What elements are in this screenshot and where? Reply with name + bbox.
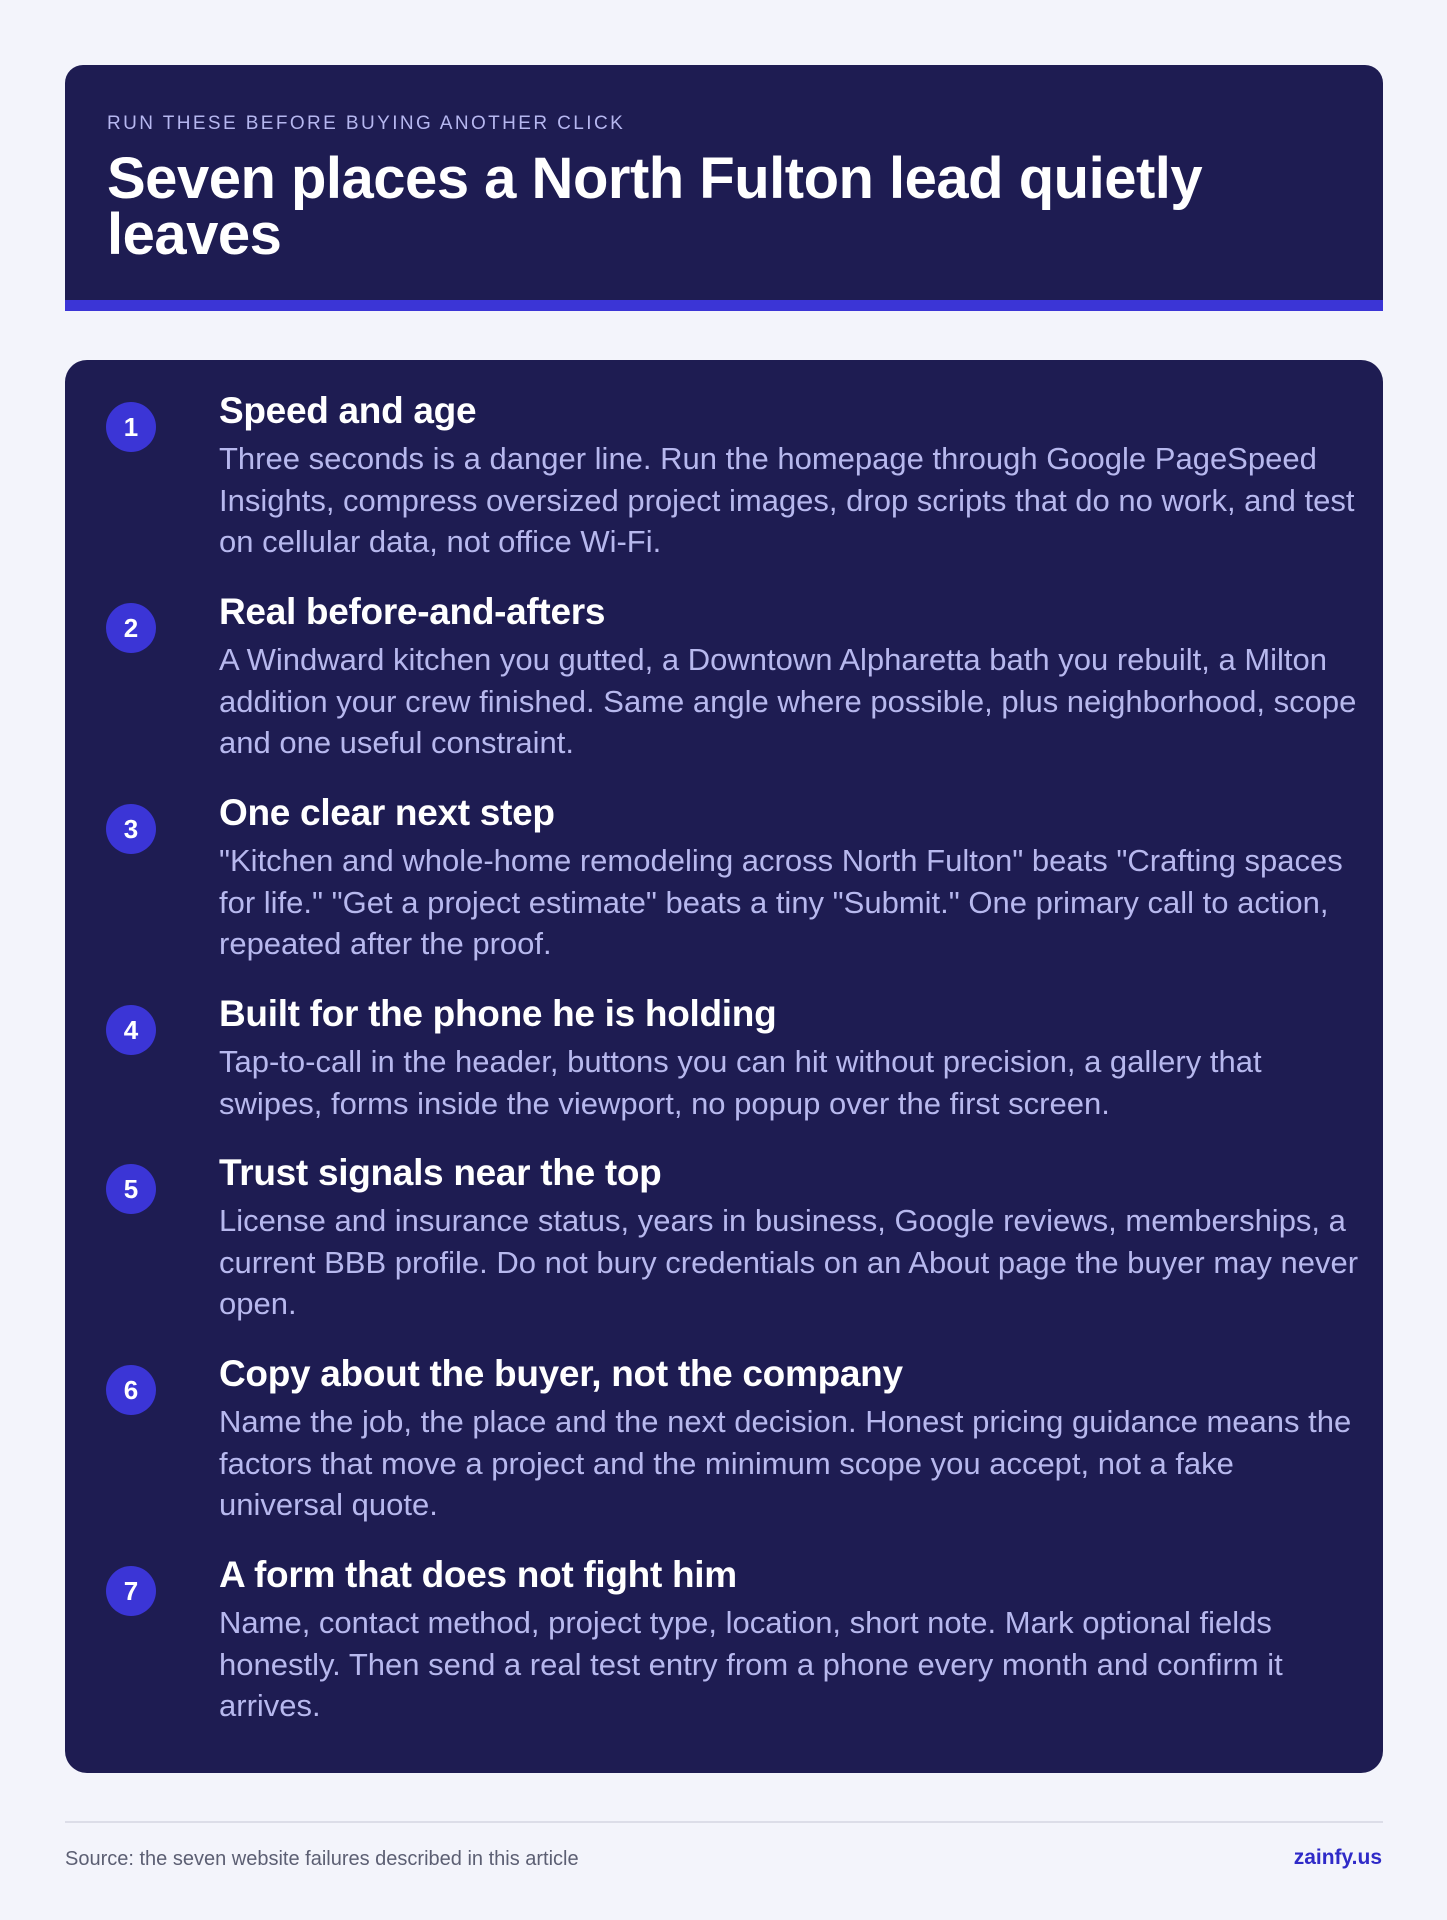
eyebrow-text: RUN THESE BEFORE BUYING ANOTHER CLICK (107, 113, 626, 134)
step-number-badge: 7 (106, 1566, 156, 1616)
step-number-badge: 6 (106, 1365, 156, 1415)
header-card (65, 65, 1383, 311)
step-number-badge: 4 (106, 1005, 156, 1055)
item-body: A Windward kitchen you gutted, a Downtown Alpharetta bath you rebuilt, a Milton addition your crew finished. Same angle where possible, plus neighborhood, scope and one useful constraint. (219, 642, 1357, 760)
item-title: One clear next step (219, 792, 555, 833)
item-body: Three seconds is a danger line. Run the homepage through Google PageSpeed Insights, compress oversized project images, drop scripts that do no work, and test on cellular data, not office Wi-Fi. (219, 441, 1355, 559)
item-body: "Kitchen and whole-home remodeling across North Fulton" beats "Crafting spaces for life." "Get a project estimate" beats a tiny "Submit." One primary call to action, repeated after the proof. (219, 843, 1343, 961)
step-number-badge: 2 (106, 603, 156, 653)
step-number-badge: 1 (106, 402, 156, 452)
source-note: Source: the seven website failures described in this article (65, 1848, 579, 1870)
checklist-card (65, 360, 1383, 1773)
header-accent-bar (65, 300, 1383, 311)
item-body: Tap-to-call in the header, buttons you can hit without precision, a gallery that swipes, forms inside the viewport, no popup over the first screen. (219, 1044, 1262, 1121)
footer-divider (65, 1821, 1383, 1823)
item-title: Speed and age (219, 390, 477, 431)
item-body: License and insurance status, years in business, Google reviews, memberships, a current BBB profile. Do not bury credentials on an About page the buyer may never open. (219, 1203, 1359, 1321)
item-title: Built for the phone he is holding (219, 993, 777, 1034)
step-number-badge: 5 (106, 1164, 156, 1214)
page-title: Seven places a North Fulton lead quietly leaves (107, 146, 1203, 267)
item-body: Name the job, the place and the next decision. Honest pricing guidance means the factors that move a project and the minimum scope you accept, not a fake universal quote. (219, 1404, 1352, 1522)
item-body: Name, contact method, project type, location, short note. Mark optional fields honestly. Then send a real test entry from a phone every month and confirm it arrives. (219, 1605, 1283, 1723)
item-title: Trust signals near the top (219, 1152, 662, 1193)
step-number-badge: 3 (106, 804, 156, 854)
item-title: Real before-and-afters (219, 591, 606, 632)
item-title: A form that does not fight him (219, 1554, 737, 1595)
brand-link[interactable]: zainfy.us (1293, 1846, 1382, 1869)
item-title: Copy about the buyer, not the company (219, 1353, 903, 1394)
